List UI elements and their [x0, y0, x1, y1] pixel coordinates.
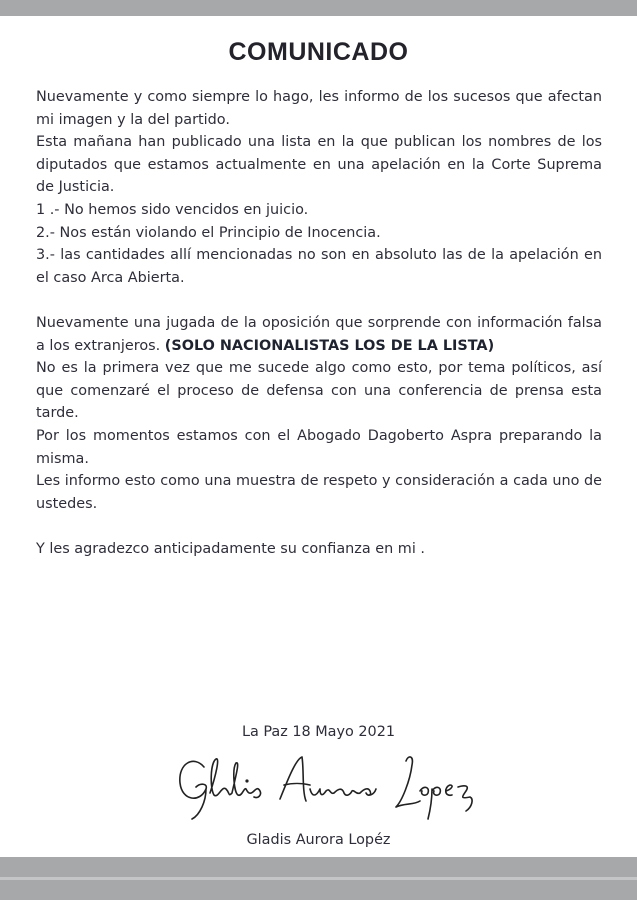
- opposition-bold-note: (SOLO NACIONALISTAS LOS DE LA LISTA): [164, 337, 495, 354]
- paragraph-opposition: [36, 312, 602, 357]
- paragraph-intro: Nuevamente y como siempre lo hago, les informo de los sucesos que afectan mi imagen y la del partido.: [36, 89, 602, 128]
- place-date: La Paz 18 Mayo 2021: [241, 724, 396, 740]
- signer-name: Gladis Aurora Lopéz: [246, 832, 391, 848]
- point-3: 3.- las cantidades allí mencionadas no son en absoluto las de la apelación en el caso Arca Abierta.: [36, 247, 602, 286]
- document-body: [36, 86, 602, 560]
- paragraph-respect: Les informo esto como una muestra de respeto y consideración a cada uno de ustedes.: [36, 473, 602, 512]
- bottom-border-line: [0, 877, 637, 880]
- paragraph-closing: Y les agradezco anticipadamente su confianza en mi .: [36, 540, 425, 557]
- document-title: COMUNICADO: [228, 38, 409, 66]
- top-border: [0, 0, 637, 16]
- point-2: 2.- Nos están violando el Principio de Inocencia.: [36, 224, 381, 241]
- opposition-text: Nuevamente una jugada de la oposición que sorprende con información falsa a los extranjeros.: [36, 314, 602, 354]
- paragraph-defense: No es la primera vez que me sucede algo como esto, por tema políticos, así que comenzaré el proceso de defensa con una conferencia de prensa esta tarde.: [36, 360, 602, 422]
- handwritten-signature: [170, 745, 500, 823]
- paragraph-list-published: Esta mañana han publicado una lista en la que publican los nombres de los diputados que estamos actualmente en una apelación en la Corte Suprema de Justicia.: [36, 134, 602, 196]
- paragraph-lawyer: Por los momentos estamos con el Abogado Dagoberto Aspra preparando la misma.: [36, 427, 602, 467]
- point-1: 1 .- No hemos sido vencidos en juicio.: [36, 201, 309, 218]
